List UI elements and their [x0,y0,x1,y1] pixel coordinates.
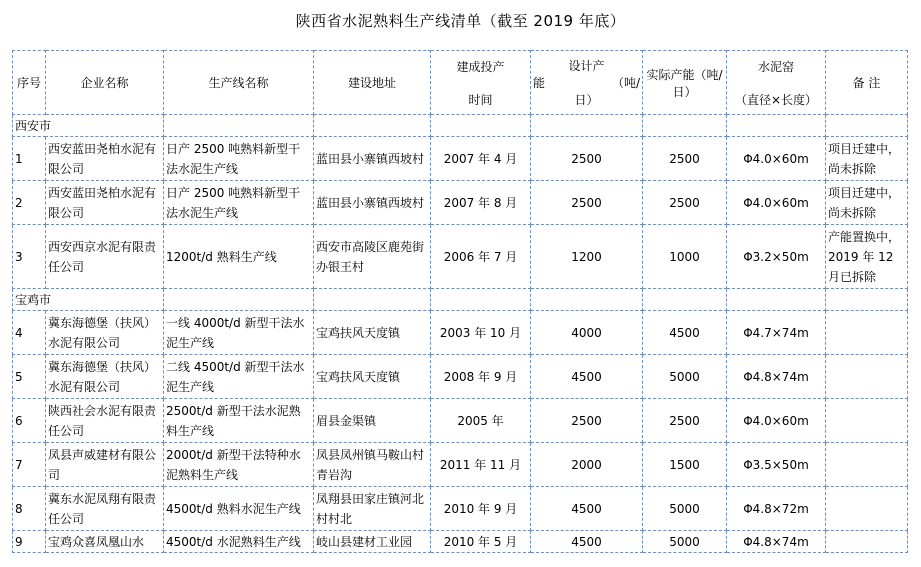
header-row [13,51,908,115]
cell-kiln: Φ3.2×50m [727,225,826,289]
cell-note [826,311,908,355]
cell-kiln: Φ4.0×60m [727,137,826,181]
section-label: 宝鸡市 [13,289,164,311]
cell-company: 西安蓝田尧柏水泥有限公司 [46,137,164,181]
cell-company: 陕西社会水泥有限责任公司 [46,399,164,443]
cell-address: 西安市高陵区鹿苑街办银王村 [314,225,431,289]
cell-line: 2500t/d 新型干法水泥熟料生产线 [164,399,314,443]
cell-address: 宝鸡扶风天度镇 [314,355,431,399]
cell-line: 4500t/d 熟料水泥生产线 [164,487,314,531]
header-kiln [727,51,826,115]
header-design-c: （吨/ [611,76,640,90]
cell-design: 2500 [531,137,643,181]
cell-company: 冀东海德堡（扶风）水泥有限公司 [46,355,164,399]
table-row [13,225,908,289]
cell-company: 凤县声威建材有限公司 [46,443,164,487]
section-label: 西安市 [13,115,164,137]
cell-note: 项目迁建中，尚未拆除 [826,181,908,225]
cell-date: 2007 年 8 月 [431,181,531,225]
cell-date: 2006 年 7 月 [431,225,531,289]
cell-kiln: Φ4.0×60m [727,181,826,225]
cell-design: 2000 [531,443,643,487]
table-row [13,531,908,553]
header-design-a: 设计产 [568,59,605,73]
header-design-d: 日） [574,93,599,107]
cell-address: 蓝田县小寨镇西坡村 [314,137,431,181]
cell-kiln: Φ3.5×50m [727,443,826,487]
header-seq: 序号 [13,51,46,115]
header-date-bottom: 时间 [468,92,493,107]
cell-company: 宝鸡众喜凤凰山水 [46,531,164,553]
cell-no: 8 [13,487,46,531]
cell-actual: 4500 [643,311,727,355]
cell-date: 2010 年 5 月 [431,531,531,553]
cell-address: 凤翔县田家庄镇河北村村北 [314,487,431,531]
section-row [13,115,908,137]
cell-line: 二线 4500t/d 新型干法水泥生产线 [164,355,314,399]
cell-address: 岐山县建材工业园 [314,531,431,553]
cell-actual: 5000 [643,355,727,399]
cement-line-table [12,50,908,553]
cell-address: 凤县凤州镇马鞍山村青岩沟 [314,443,431,487]
cell-design: 4500 [531,487,643,531]
cell-date: 2005 年 [431,399,531,443]
header-kiln-bottom: （直径×长度） [734,92,818,107]
cell-design: 4000 [531,311,643,355]
cell-actual: 1000 [643,225,727,289]
cell-note: 产能置换中，2019 年 12 月已拆除 [826,225,908,289]
cell-line: 一线 4000t/d 新型干法水泥生产线 [164,311,314,355]
table-row [13,181,908,225]
cell-no: 1 [13,137,46,181]
cell-address: 宝鸡扶风天度镇 [314,311,431,355]
cell-design: 2500 [531,399,643,443]
cell-company: 西安西京水泥有限责任公司 [46,225,164,289]
cell-note [826,531,908,553]
cell-actual: 2500 [643,399,727,443]
cell-no: 7 [13,443,46,487]
cell-actual: 5000 [643,531,727,553]
cell-company: 冀东水泥凤翔有限责任公司 [46,487,164,531]
cell-no: 6 [13,399,46,443]
cell-date: 2010 年 9 月 [431,487,531,531]
cell-note [826,399,908,443]
document-title: 陕西省水泥熟料生产线清单（截至 2019 年底） [295,12,626,30]
cell-no: 4 [13,311,46,355]
header-actual: 实际产能（吨/日） [643,51,727,115]
table-row [13,443,908,487]
table-row [13,311,908,355]
cell-address: 蓝田县小寨镇西坡村 [314,181,431,225]
cell-kiln: Φ4.8×72m [727,487,826,531]
header-design [531,51,643,115]
cell-line: 1200t/d 熟料生产线 [164,225,314,289]
cell-date: 2008 年 9 月 [431,355,531,399]
header-line: 生产线名称 [164,51,314,115]
cell-note [826,355,908,399]
cell-design: 4500 [531,531,643,553]
cell-date: 2003 年 10 月 [431,311,531,355]
cell-company: 冀东海德堡（扶风）水泥有限公司 [46,311,164,355]
cell-design: 4500 [531,355,643,399]
table-row [13,399,908,443]
header-note: 备 注 [826,51,908,115]
cell-no: 3 [13,225,46,289]
cell-kiln: Φ4.0×60m [727,399,826,443]
cell-no: 2 [13,181,46,225]
cell-company: 西安蓝田尧柏水泥有限公司 [46,181,164,225]
header-design-b: 能 [533,76,546,90]
table-row [13,355,908,399]
cell-line: 日产 2500 吨熟料新型干法水泥生产线 [164,181,314,225]
cell-note: 项目迁建中，尚未拆除 [826,137,908,181]
cell-actual: 2500 [643,137,727,181]
cell-kiln: Φ4.8×74m [727,531,826,553]
cell-design: 2500 [531,181,643,225]
cell-actual: 2500 [643,181,727,225]
cell-actual: 5000 [643,487,727,531]
cell-kiln: Φ4.8×74m [727,355,826,399]
header-company: 企业名称 [46,51,164,115]
cell-no: 5 [13,355,46,399]
table-row [13,137,908,181]
header-date-top: 建成投产 [456,59,505,74]
cell-no: 9 [13,531,46,553]
cell-line: 日产 2500 吨熟料新型干法水泥生产线 [164,137,314,181]
header-date [431,51,531,115]
cell-date: 2011 年 11 月 [431,443,531,487]
cell-kiln: Φ4.7×74m [727,311,826,355]
header-address: 建设地址 [314,51,431,115]
cell-note [826,487,908,531]
cell-design: 1200 [531,225,643,289]
cell-date: 2007 年 4 月 [431,137,531,181]
cell-actual: 1500 [643,443,727,487]
section-row [13,289,908,311]
cell-note [826,443,908,487]
table-row [13,487,908,531]
cell-address: 眉县金渠镇 [314,399,431,443]
cell-line: 4500t/d 水泥熟料生产线 [164,531,314,553]
header-kiln-top: 水泥窑 [757,59,794,74]
cell-line: 2000t/d 新型干法特种水泥熟料生产线 [164,443,314,487]
